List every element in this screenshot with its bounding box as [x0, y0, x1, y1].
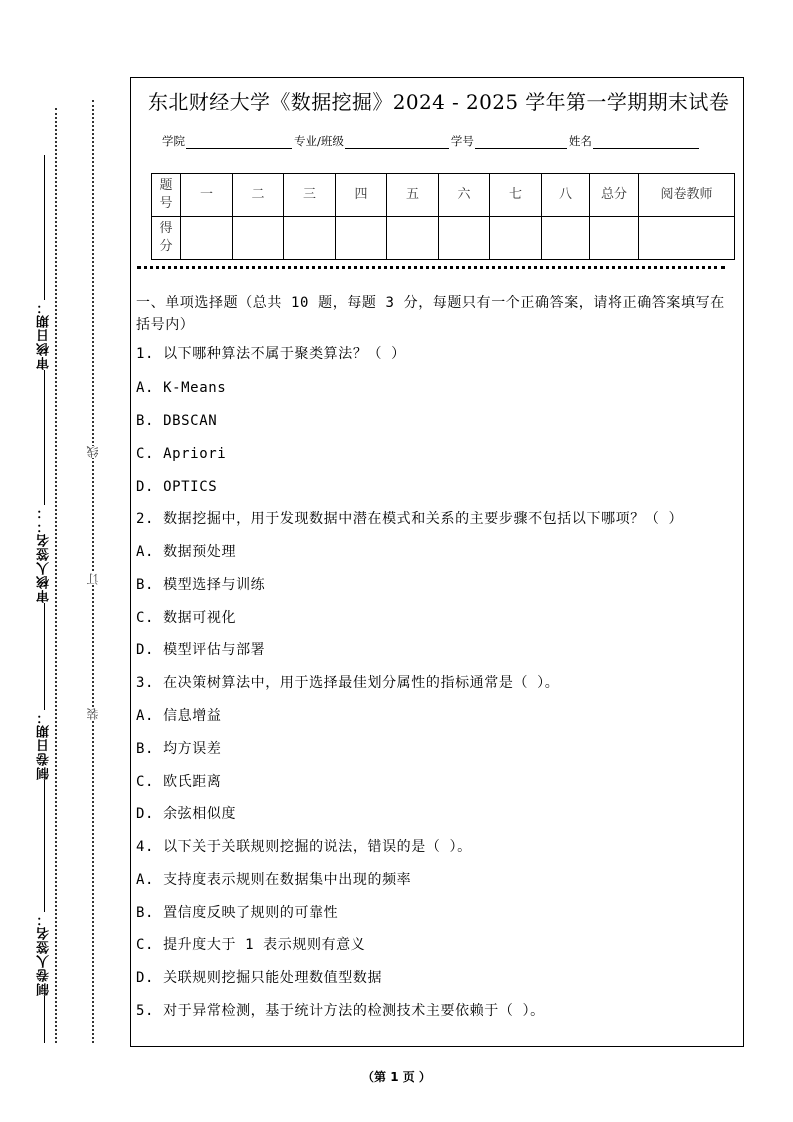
margin-signature-label: 制卷人签名：	[37, 912, 52, 996]
margin-signature-label: 制卷日期：	[37, 710, 52, 780]
score-column-header: 三	[284, 174, 336, 217]
question-stem: 5. 对于异常检测，基于统计方法的检测技术主要依赖于（ ）。	[136, 1003, 545, 1019]
answer-option: D. 余弦相似度	[136, 806, 237, 822]
answer-option: C. Apriori	[136, 446, 227, 462]
student-id-field[interactable]	[475, 134, 567, 149]
college-field[interactable]	[186, 134, 292, 149]
score-column-header: 六	[439, 174, 490, 217]
score-header-row	[152, 174, 735, 217]
answer-option: B. 均方误差	[136, 741, 222, 757]
answer-option: C. 数据可视化	[136, 610, 237, 626]
binding-mark: 订	[86, 573, 100, 585]
section-heading: 一、单项选择题（总共 10 题，每题 3 分，每题只有一个正确答案，请将正确答案填写在括号内）	[136, 295, 725, 333]
score-entry-cell[interactable]	[490, 217, 542, 260]
answer-option: D. 关联规则挖掘只能处理数值型数据	[136, 970, 383, 986]
binding-line-outer	[92, 100, 94, 1043]
question-stem: 4. 以下关于关联规则挖掘的说法，错误的是（ ）。	[136, 839, 472, 855]
score-column-header: 八	[542, 174, 590, 217]
score-entry-cell[interactable]	[639, 217, 735, 260]
question-number-header	[152, 174, 181, 217]
score-entry-cell[interactable]	[439, 217, 490, 260]
score-entry-cell[interactable]	[542, 217, 590, 260]
answer-option: C. 提升度大于 1 表示规则有意义	[136, 937, 366, 953]
college-label: 学院	[162, 134, 185, 148]
cut-line-inner	[55, 108, 57, 1043]
answer-option: B. 模型选择与训练	[136, 577, 266, 593]
header-line: 题号	[159, 178, 173, 211]
score-entry-cell[interactable]	[181, 217, 233, 260]
score-row-label: 得分	[159, 221, 173, 254]
answer-option: A. K-Means	[136, 380, 227, 396]
question-stem: 1. 以下哪种算法不属于聚类算法？（ ）	[136, 346, 406, 362]
divider-dotted	[137, 266, 725, 269]
score-column-header: 阅卷教师	[639, 174, 735, 217]
margin-signature-label: 审核人签名：：	[37, 505, 52, 603]
exam-title: 东北财经大学《数据挖掘》2024 - 2025 学年第一学期期末试卷	[148, 90, 730, 114]
score-column-header: 总分	[590, 174, 639, 217]
score-value-row	[152, 217, 735, 260]
score-column-header: 七	[490, 174, 542, 217]
score-entry-cell[interactable]	[336, 217, 387, 260]
score-column-header: 二	[233, 174, 284, 217]
answer-option: D. OPTICS	[136, 479, 218, 495]
score-entry-cell[interactable]	[284, 217, 336, 260]
answer-option: A. 信息增益	[136, 708, 222, 724]
score-column-header: 四	[336, 174, 387, 217]
answer-option: A. 支持度表示规则在数据集中出现的频率	[136, 872, 412, 888]
score-entry-cell[interactable]	[233, 217, 284, 260]
page-number: （第 1 页 ）	[362, 1070, 431, 1084]
major-class-field[interactable]	[345, 134, 449, 149]
score-entry-cell[interactable]	[387, 217, 439, 260]
student-info-row	[162, 131, 722, 149]
student-id-label: 学号	[450, 134, 474, 148]
answer-option: D. 模型评估与部署	[136, 642, 266, 658]
score-row-label-cell	[152, 217, 181, 260]
answer-option: A. 数据预处理	[136, 544, 237, 560]
answer-option: B. DBSCAN	[136, 413, 218, 429]
score-column-header: 一	[181, 174, 233, 217]
name-label: 姓名	[568, 134, 592, 148]
question-stem: 2. 数据挖掘中，用于发现数据中潜在模式和关系的主要步骤不包括以下哪项？（ ）	[136, 511, 684, 527]
name-field[interactable]	[593, 134, 699, 149]
question-stem: 3. 在决策树算法中，用于选择最佳划分属性的指标通常是（ ）。	[136, 675, 560, 691]
binding-mark: 线	[86, 446, 100, 458]
score-entry-cell[interactable]	[590, 217, 639, 260]
answer-option: C. 欧氏距离	[136, 774, 222, 790]
margin-signature-label: 审核日期：	[37, 300, 52, 370]
major-class-label: 专业/班级	[294, 134, 344, 148]
answer-option: B. 置信度反映了规则的可靠性	[136, 905, 339, 921]
score-table	[151, 173, 735, 260]
binding-mark: 装	[86, 708, 100, 720]
score-column-header: 五	[387, 174, 439, 217]
